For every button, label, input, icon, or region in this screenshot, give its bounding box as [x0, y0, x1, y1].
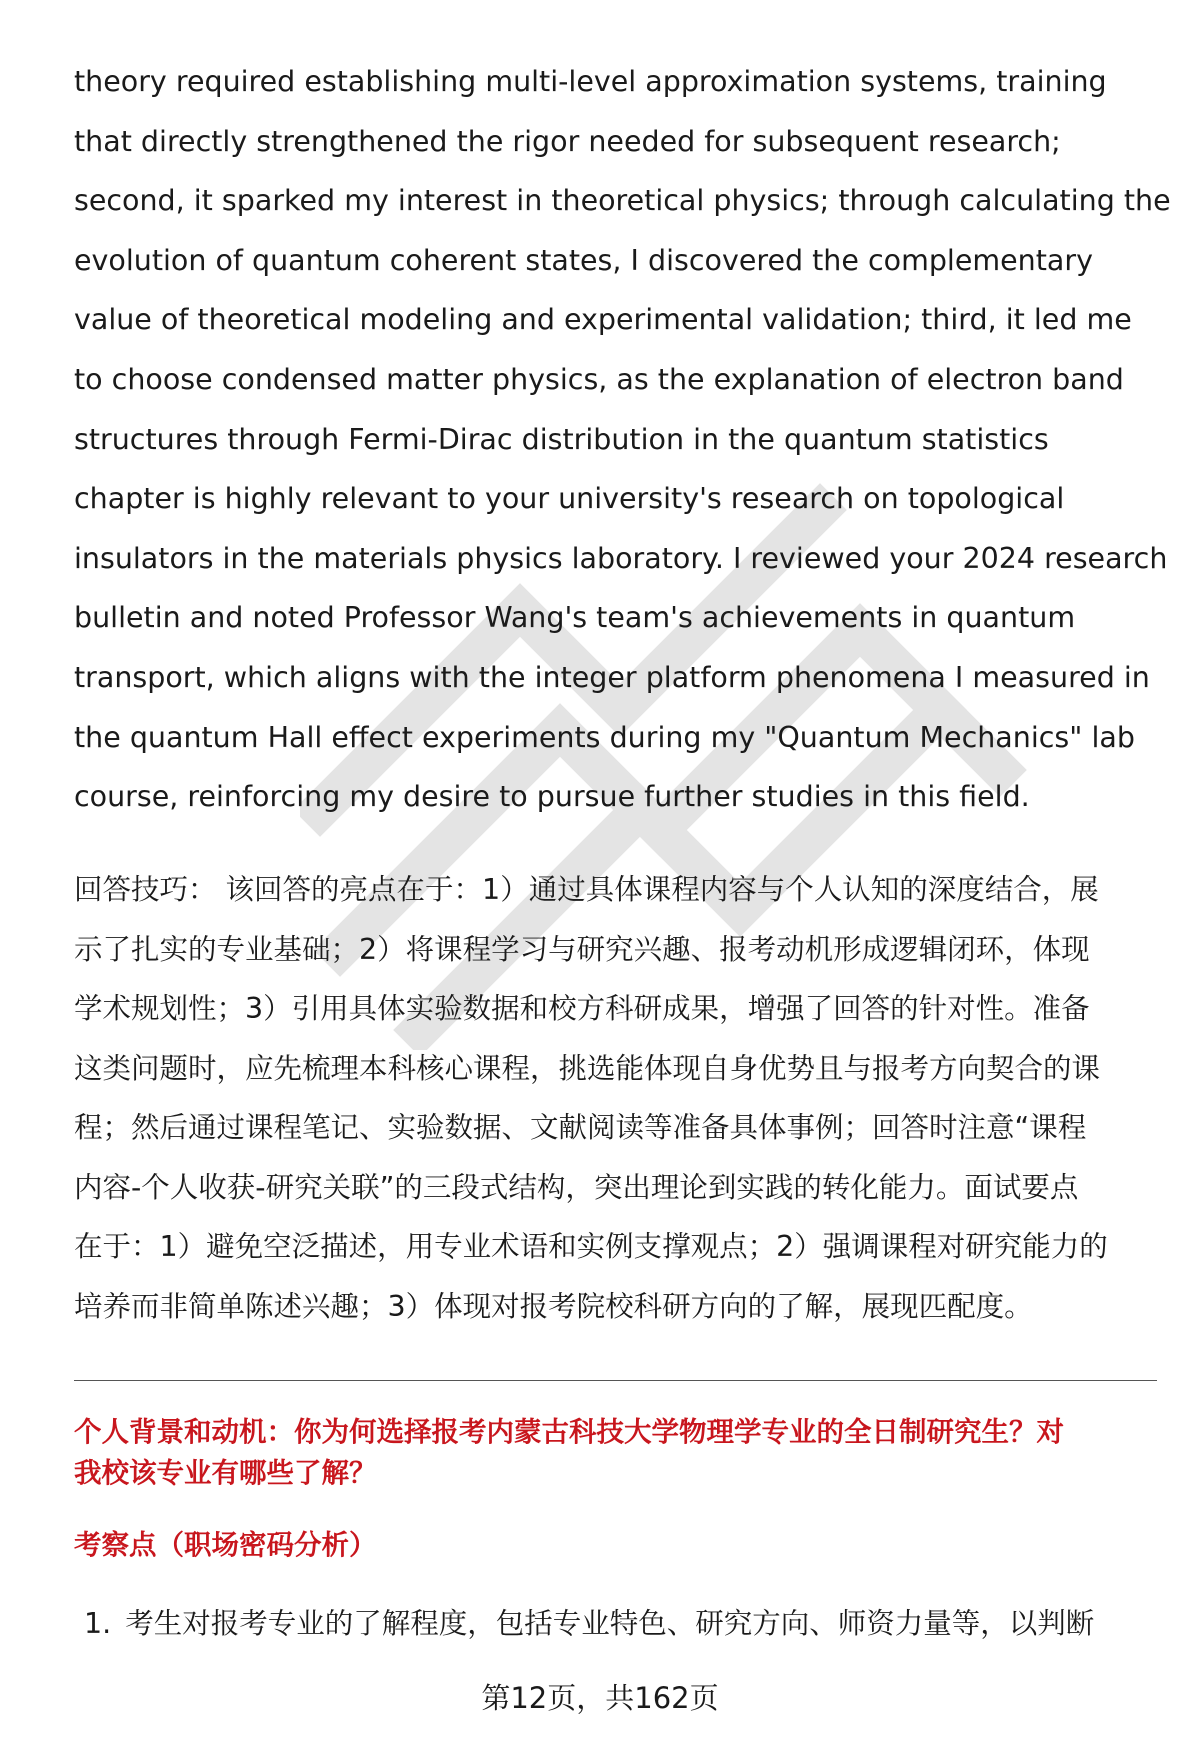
paragraph-line: evolution of quantum coherent states, I discovered the complementary: [74, 243, 1093, 277]
question-line: 我校该专业有哪些了解？: [74, 1457, 377, 1489]
paragraph-line: to choose condensed matter physics, as the explanation of electron band: [74, 362, 1124, 396]
page-footer: 第12页，共162页: [481, 1681, 719, 1715]
section-divider: [74, 1380, 1157, 1381]
answer-tips-paragraph: [74, 860, 1164, 1336]
tips-line: 这类问题时，应先梳理本科核心课程，挑选能体现自身优势且与报考方向契合的课: [74, 1051, 1101, 1085]
paragraph-line: that directly strengthened the rigor needed for subsequent research;: [74, 124, 1061, 158]
paragraph-line: structures through Fermi-Dirac distribution in the quantum statistics: [74, 422, 1049, 456]
paragraph-line: insulators in the materials physics laboratory. I reviewed your 2024 research: [74, 541, 1168, 575]
question-line: 个人背景和动机：你为何选择报考内蒙古科技大学物理学专业的全日制研究生？对: [74, 1416, 1064, 1448]
tips-line: 回答技巧： 该回答的亮点在于：1）通过具体课程内容与个人认知的深度结合，展: [74, 873, 1099, 906]
paragraph-line: transport, which aligns with the integer platform phenomena I measured in: [74, 660, 1150, 694]
tips-line: 程；然后通过课程笔记、实验数据、文献阅读等准备具体事例；回答时注意“课程: [74, 1111, 1087, 1144]
answer-paragraph-english: [74, 52, 1171, 827]
paragraph-line: chapter is highly relevant to your university's research on topological: [74, 482, 1065, 516]
tips-line: 示了扎实的专业基础；2）将课程学习与研究兴趣、报考动机形成逻辑闭环，体现: [74, 932, 1090, 966]
tips-line: 培养而非简单陈述兴趣；3）体现对报考院校科研方向的了解，展现匹配度。: [74, 1289, 1033, 1323]
question-heading: [74, 1412, 1164, 1494]
paragraph-line: value of theoretical modeling and experimental validation; third, it led me: [74, 303, 1132, 337]
paragraph-line: second, it sparked my interest in theoretical physics; through calculating the: [74, 184, 1171, 218]
list-item: [84, 1604, 1174, 1644]
tips-line: 内容-个人收获-研究关联”的三段式结构，突出理论到实践的转化能力。面试要点: [74, 1170, 1079, 1204]
paragraph-line: theory required establishing multi-level approximation systems, training: [74, 65, 1107, 98]
paragraph-line: course, reinforcing my desire to pursue further studies in this field.: [74, 780, 1030, 814]
list-item-text: 考生对报考专业的了解程度，包括专业特色、研究方向、师资力量等，以判断: [125, 1607, 1095, 1640]
list-item-number: 1.: [84, 1607, 112, 1640]
tips-line: 学术规划性；3）引用具体实验数据和校方科研成果，增强了回答的针对性。准备: [74, 992, 1090, 1025]
assessment-points-heading: 考察点（职场密码分析）: [74, 1529, 377, 1561]
paragraph-line: the quantum Hall effect experiments during my "Quantum Mechanics" lab: [74, 720, 1135, 754]
tips-line: 在于：1）避免空泛描述，用专业术语和实例支撑观点；2）强调课程对研究能力的: [74, 1230, 1108, 1263]
paragraph-line: bulletin and noted Professor Wang's team's achievements in quantum: [74, 601, 1076, 635]
